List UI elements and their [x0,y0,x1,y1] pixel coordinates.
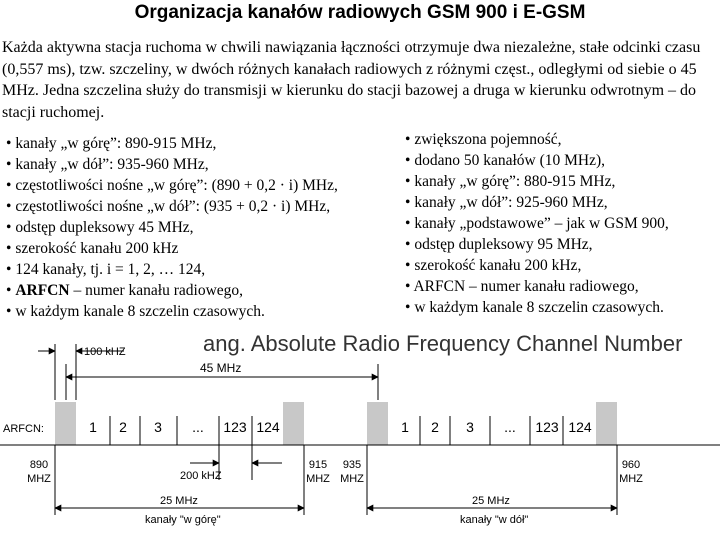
page-title: Organizacja kanałów radiowych GSM 900 i E-GSM [134,2,586,23]
channel-number: 3 [154,419,162,435]
channel-number: 124 [256,419,280,435]
channel-number: 1 [401,419,409,435]
channel-number: 3 [466,419,474,435]
list-item: • odstęp dupleksowy 95 MHz, [405,234,669,255]
label-down-25mhz: 25 MHz [472,495,510,507]
arfcn-term: ARFCN [15,282,70,299]
egsm-list [405,129,669,318]
guard-band [367,402,388,445]
channel-diagram [0,330,720,540]
freq-unit: MHZ [306,473,330,485]
guard-band [283,402,304,445]
list-item: • w każdym kanale 8 szczelin czasowych. [6,301,338,322]
intro-paragraph: Każda aktywna stacja ruchoma w chwili nawiązania łączności otrzymuje dwa niezależne, stałe odcinki czasu (0,557 ms), tzw. szczeliny, w dwóch różnych kanałach radiowych z różnymi częst., odległymi od siebie o 45 MHz. Jedna szczelina służy do transmisji w kierunku do stacji bazowej a druga w kierunku odwrotnym – do stacji ruchomej. [2,39,701,121]
freq-label-915: 915 [308,459,328,471]
freq-label-935: 935 [342,459,362,471]
guard-band [55,402,76,445]
list-item: • kanały „w dół”: 935-960 MHz, [6,154,338,175]
freq-unit: MHZ [619,473,643,485]
list-item: • zwiększona pojemność, [405,129,669,150]
freq-label-960: 960 [621,459,641,471]
gsm900-list [6,133,338,322]
channel-number: 1 [89,419,97,435]
list-item: • szerokość kanału 200 kHz, [405,255,669,276]
channel-number: 124 [568,419,592,435]
list-item: • ARFCN – numer kanału radiowego, [405,276,669,297]
list-item: • dodano 50 kanałów (10 MHz), [405,150,669,171]
channel-number: 123 [223,419,247,435]
freq-label-890: 890 [29,459,49,471]
channel-number: 2 [119,419,127,435]
arfcn-axis-label: ARFCN: [3,423,44,435]
list-item [6,280,338,301]
list-item: • kanały „w dół”: 925-960 MHz, [405,192,669,213]
label-100khz: 100 kHZ [84,346,126,358]
channel-number: 123 [535,419,559,435]
channel-number: 2 [431,419,439,435]
list-item: • w każdym kanale 8 szczelin czasowych. [405,297,669,318]
list-item: • częstotliwości nośne „w dół”: (935 + 0,2 · i) MHz, [6,196,338,217]
label-45mhz: 45 MHz [200,361,242,375]
list-item: • kanały „w górę”: 890-915 MHz, [6,133,338,154]
freq-unit: MHZ [27,473,51,485]
label-up-25mhz: 25 MHz [160,495,198,507]
channel-number: ... [192,419,204,435]
label-up-channels: kanały "w górę" [145,514,221,526]
list-item: • kanały „w górę”: 880-915 MHz, [405,171,669,192]
diagram-banner: ang. Absolute Radio Frequency Channel Number [203,331,683,356]
freq-unit: MHZ [340,473,364,485]
list-item: • kanały „podstawowe” – jak w GSM 900, [405,213,669,234]
list-item: • częstotliwości nośne „w górę”: (890 + 0,2 · i) MHz, [6,175,338,196]
arfcn-desc: – numer kanału radiowego, [69,282,244,299]
list-item: • szerokość kanału 200 kHz [6,238,338,259]
list-item: • 124 kanały, tj. i = 1, 2, … 124, [6,259,338,280]
list-item: • odstęp dupleksowy 45 MHz, [6,217,338,238]
label-200khz: 200 kHZ [180,470,222,482]
guard-band [596,402,617,445]
label-down-channels: kanały "w dół" [460,514,529,526]
channel-number: ... [504,419,516,435]
